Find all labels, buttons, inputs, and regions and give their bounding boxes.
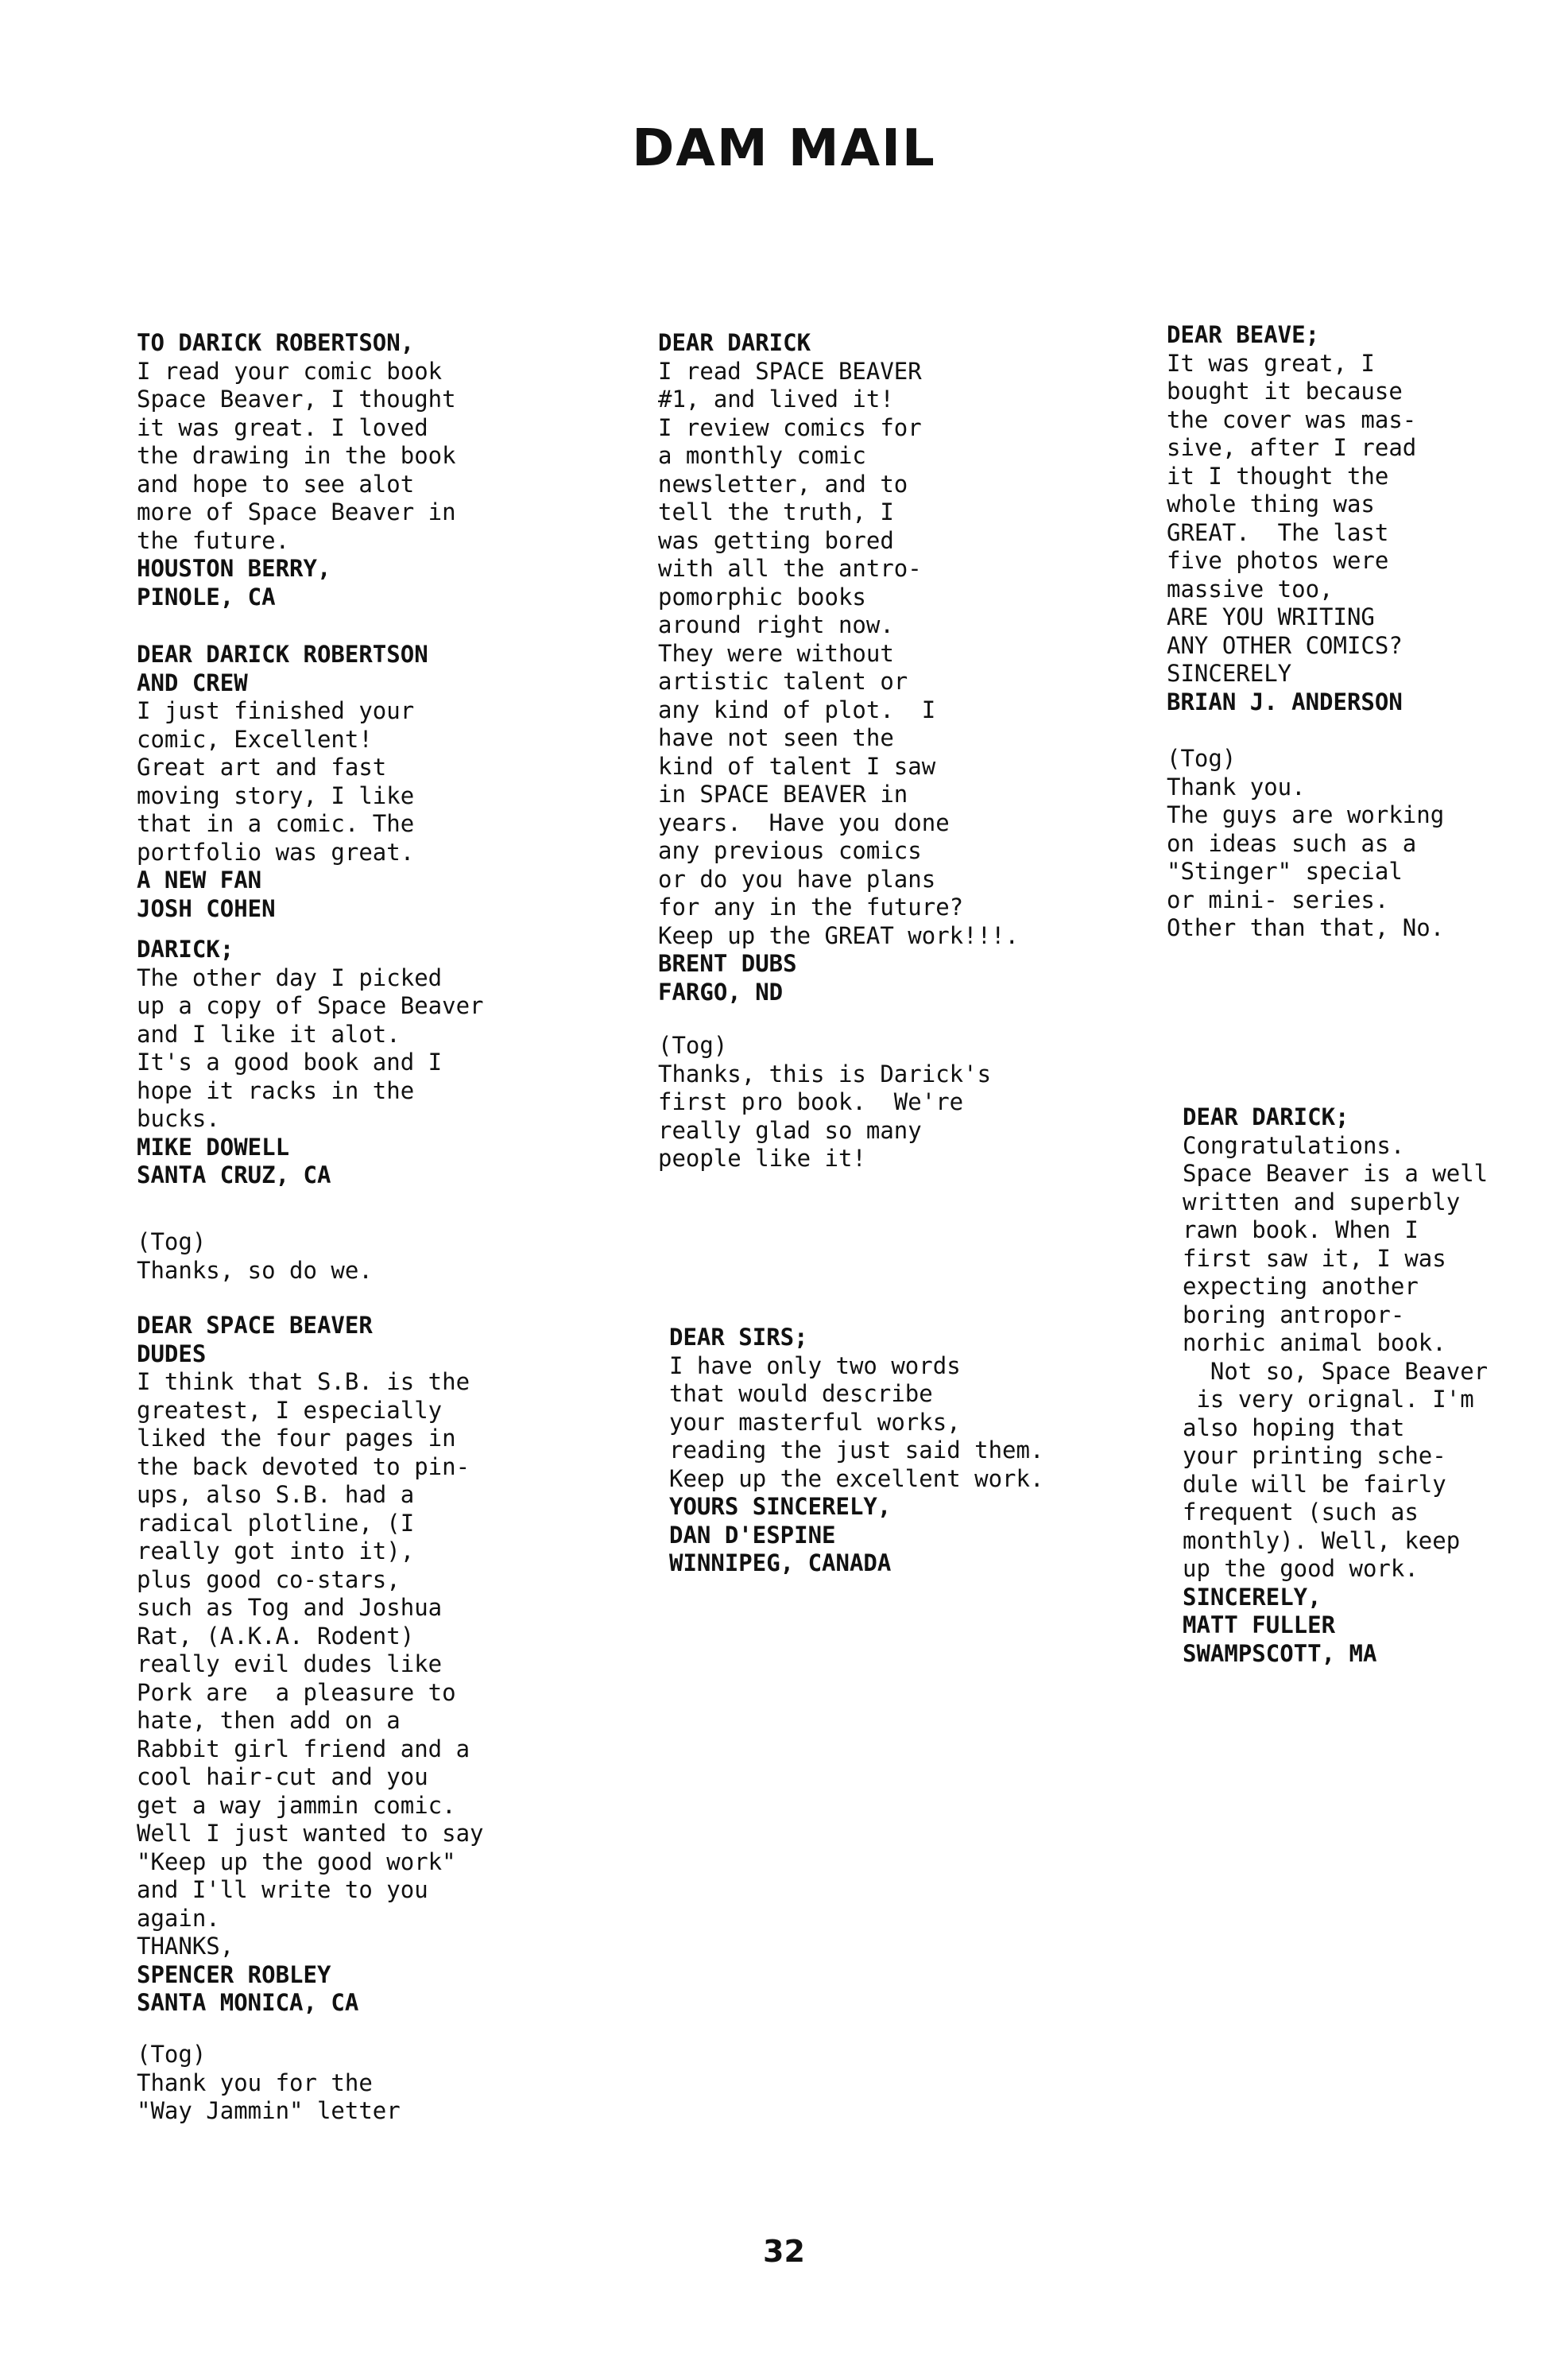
letter-line: THANKS, [137,1933,234,1960]
letter-line: Thanks, this is Darick's [658,1060,992,1088]
letter-signature: WINNIPEG, CANADA [669,1549,892,1576]
letter-line: first saw it, I was [1183,1244,1446,1272]
letter-line: really got into it), [137,1537,415,1565]
reply-tog-brian-anderson [1167,745,1444,943]
letter-line: up a copy of Space Beaver [137,992,484,1019]
letter-line: with all the antro- [658,555,922,582]
letter-line: kind of talent I saw [658,752,936,780]
letter-signature: JOSH COHEN [137,894,276,922]
letter-line: around right now. [658,611,894,638]
letter-line: dule will be fairly [1183,1470,1446,1498]
letter-line: your masterful works, [669,1408,961,1436]
letter-line: Not so, Space Beaver [1183,1357,1489,1385]
letter-signature: BRENT DUBS [658,950,797,977]
letter-line: liked the four pages in [137,1425,456,1452]
letter-brent-dubs [658,329,1019,1006]
letter-line: ANY OTHER COMICS? [1167,631,1403,659]
letter-line: massive too, [1167,575,1334,603]
letter-line: It's a good book and I [137,1049,443,1076]
letter-line: SINCERELY [1167,660,1292,687]
letter-signature: SPENCER ROBLEY [137,1960,331,1988]
letter-line: I read SPACE BEAVER [658,357,922,385]
letter-houston-berry [137,329,456,611]
letter-line: that in a comic. The [137,810,415,837]
letter-line: Great art and fast [137,754,387,781]
letter-line: up the good work. [1183,1555,1419,1582]
letter-line: such as Tog and Joshua [137,1594,443,1621]
letter-line: cool hair-cut and you [137,1763,428,1790]
letter-line: people like it! [658,1145,866,1172]
letter-signature: YOURS SINCERELY, [669,1493,892,1520]
letter-line: that would describe [669,1380,933,1407]
letter-signature: SWAMPSCOTT, MA [1183,1639,1377,1667]
letter-salutation: DARICK; [137,936,234,963]
letter-signature: MIKE DOWELL [137,1133,290,1161]
letter-signature: A NEW FAN [137,867,262,894]
letter-salutation: TO DARICK ROBERTSON, [137,329,415,356]
letter-brian-anderson [1167,321,1416,716]
letter-line: artistic talent or [658,668,908,695]
letter-mike-dowell [137,936,484,1190]
letter-line: Thank you. [1167,773,1306,801]
letter-line: (Tog) [137,2041,207,2068]
letter-line: a monthly comic [658,442,866,469]
letter-line: also hoping that [1183,1413,1405,1441]
letter-line: Thanks, so do we. [137,1256,373,1284]
letter-line: Keep up the GREAT work!!!. [658,921,1019,949]
letter-line: Space Beaver, I thought [137,386,456,413]
letter-line: I think that S.B. is the [137,1368,470,1395]
letter-line: (Tog) [1167,745,1237,772]
letter-signature: HOUSTON BERRY, [137,555,331,582]
letter-line: first pro book. We're [658,1088,964,1115]
letter-line: whole thing was [1167,490,1375,518]
letter-signature: SINCERELY, [1183,1583,1322,1611]
letter-line: plus good co-stars, [137,1565,401,1593]
letter-line: or do you have plans [658,865,936,893]
letter-line: "Keep up the good work" [137,1848,456,1875]
letter-line: and I like it alot. [137,1020,401,1048]
letter-line: get a way jammin comic. [137,1791,456,1819]
letter-line: #1, and lived it! [658,386,894,413]
letter-line: Pork are a pleasure to [137,1678,456,1706]
reply-tog-spencer-robley [137,2041,401,2126]
letter-line: Congratulations. [1183,1131,1405,1159]
letter-line: written and superbly [1183,1188,1461,1216]
letter-line: on ideas such as a [1167,829,1417,857]
letter-line: pomorphic books [658,583,866,611]
letter-line: Space Beaver is a well [1183,1160,1489,1187]
letter-line: and hope to see alot [137,470,415,498]
letter-salutation: AND CREW [137,669,248,696]
letter-line: The other day I picked [137,964,443,991]
letter-signature: DAN D'ESPINE [669,1521,836,1549]
page-number: 32 [763,2234,805,2269]
letter-line: expecting another [1183,1273,1419,1300]
letter-signature: SANTA MONICA, CA [137,1989,359,2016]
letter-line: for any in the future? [658,894,964,921]
letter-line: reading the just said them. [669,1437,1044,1464]
letter-line: more of Space Beaver in [137,498,456,525]
letter-line: the future. [137,526,290,554]
letter-josh-cohen [137,641,428,923]
letter-line: ARE YOU WRITING [1167,603,1375,630]
letter-line: the back devoted to pin- [137,1452,470,1480]
letter-line: radical plotline, (I [137,1509,415,1537]
letter-line: the drawing in the book [137,442,456,469]
letter-signature: FARGO, ND [658,978,784,1006]
letter-salutation: DEAR DARICK ROBERTSON [137,641,428,668]
page-title: DAM MAIL [632,119,936,178]
letter-line: I read your comic book [137,357,443,385]
letter-signature: MATT FULLER [1183,1611,1336,1638]
letter-line: "Stinger" special [1167,858,1403,885]
letter-line: tell the truth, I [658,498,894,525]
letter-line: rawn book. When I [1183,1216,1419,1243]
letter-salutation: DEAR BEAVE; [1167,321,1320,348]
letter-line: any kind of plot. I [658,696,936,723]
letter-line: it I thought the [1167,462,1389,490]
letter-line: in SPACE BEAVER in [658,781,908,808]
letter-line: hope it racks in the [137,1076,415,1104]
letter-line: The guys are working [1167,801,1445,828]
reply-tog-mike-dowell [137,1228,373,1285]
letter-line: Thank you for the [137,2069,373,2096]
letter-line: was getting bored [658,526,894,554]
letter-line: is very orignal. I'm [1183,1386,1474,1413]
letter-line: (Tog) [658,1032,728,1059]
letter-salutation: DEAR DARICK; [1183,1103,1349,1130]
letter-line: (Tog) [137,1228,207,1255]
letter-line: your printing sche- [1183,1442,1446,1469]
letter-line: Well I just wanted to say [137,1820,484,1847]
letter-line: frequent (such as [1183,1499,1419,1526]
letter-line: "Way Jammin" letter [137,2097,401,2124]
letter-salutation: DEAR SPACE BEAVER [137,1312,373,1339]
letter-line: really glad so many [658,1116,922,1144]
letter-line: really evil dudes like [137,1650,443,1677]
letter-line: Rat, (A.K.A. Rodent) [137,1622,415,1650]
letter-line: sive, after I read [1167,434,1417,461]
letter-line: bought it because [1167,378,1403,405]
letter-salutation: DEAR DARICK [658,329,811,356]
letter-matt-fuller [1183,1103,1488,1668]
letter-line: I just finished your [137,697,415,724]
letter-line: GREAT. The last [1167,518,1389,546]
letter-dan-despine [669,1324,1043,1578]
letter-line: I have only two words [669,1351,961,1379]
letter-line: hate, then add on a [137,1707,401,1734]
letter-signature: PINOLE, CA [137,583,276,611]
letter-line: I review comics for [658,413,922,441]
letter-line: monthly). Well, keep [1183,1526,1461,1554]
letter-line: years. Have you done [658,808,950,836]
letter-line: moving story, I like [137,781,415,809]
letter-signature: BRIAN J. ANDERSON [1167,688,1403,715]
letter-line: portfolio was great. [137,838,415,866]
letter-signature: SANTA CRUZ, CA [137,1161,331,1188]
letter-line: again. [137,1904,220,1932]
letter-line: Rabbit girl friend and a [137,1735,470,1762]
letter-line: ups, also S.B. had a [137,1481,415,1508]
letter-salutation: DUDES [137,1340,207,1367]
letter-line: the cover was mas- [1167,405,1417,433]
letter-line: It was great, I [1167,349,1375,377]
letter-line: have not seen the [658,724,894,751]
letter-line: and I'll write to you [137,1876,428,1903]
letter-line: They were without [658,639,894,667]
letter-line: bucks. [137,1105,220,1132]
letter-spencer-robley [137,1312,484,2018]
letter-line: comic, Excellent! [137,725,373,753]
letter-line: newsletter, and to [658,470,908,498]
letter-line: five photos were [1167,547,1389,574]
letter-line: greatest, I especially [137,1396,443,1424]
letter-salutation: DEAR SIRS; [669,1324,808,1351]
letter-line: boring antropor- [1183,1301,1405,1328]
letter-line: Keep up the excellent work. [669,1464,1044,1492]
letter-line: any previous comics [658,837,922,864]
letter-line: or mini- series. [1167,886,1389,913]
letter-line: Other than that, No. [1167,914,1445,941]
reply-tog-brent-dubs [658,1032,991,1173]
letter-line: norhic animal book. [1183,1329,1446,1356]
letter-line: it was great. I loved [137,413,428,441]
